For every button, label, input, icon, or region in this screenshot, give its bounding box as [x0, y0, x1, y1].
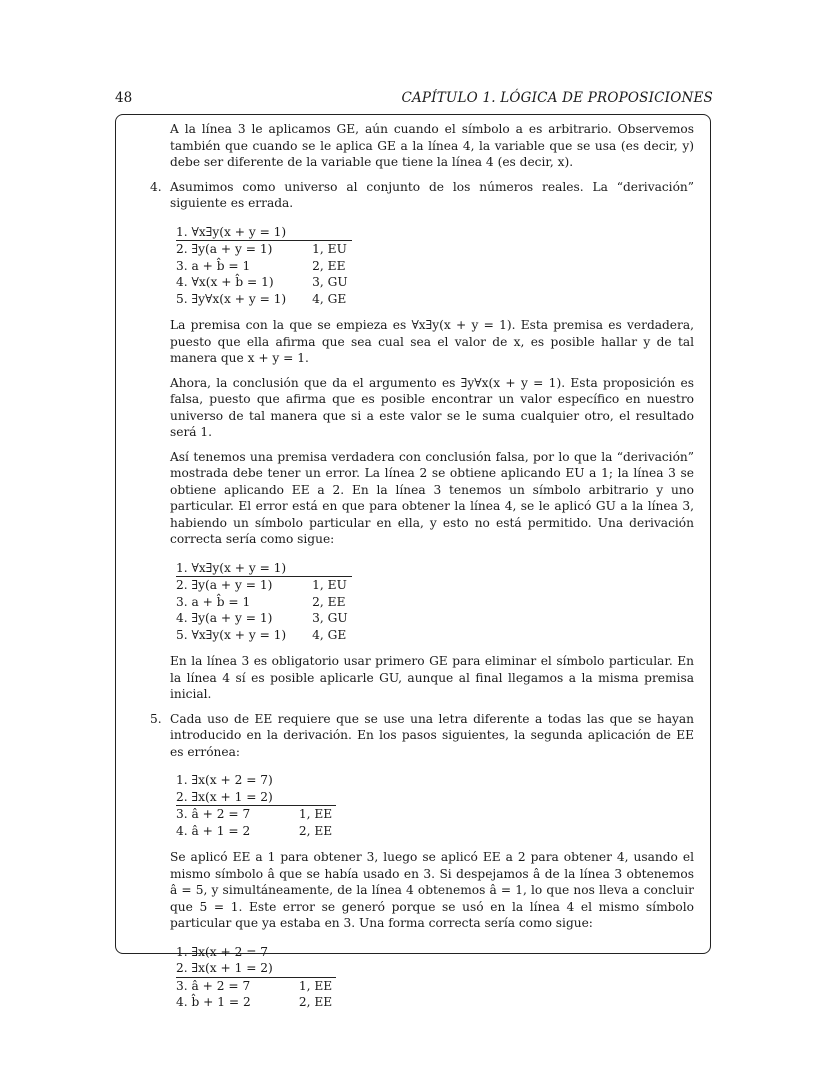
derivation-row [176, 994, 336, 1011]
derivation-step: 2. ∃x(x + 1 = 2) [176, 961, 273, 975]
derivation-table-correct [176, 944, 336, 1011]
derivation-row [176, 224, 352, 241]
derivation-step: 3. â + 2 = 7 [176, 806, 281, 823]
derivation-step: 3. a + b̂ = 1 [176, 258, 251, 273]
derivation-justification: 2, EE [312, 258, 346, 273]
derivation-row [176, 258, 352, 275]
box-content [150, 121, 694, 1021]
item5-intro: Cada uso de EE requiere que se use una letra diferente a todas las que se hayan introducido en la derivación. En los pasos siguientes, la segunda aplicación de EE es errónea: [170, 711, 694, 759]
derivation-step: 1. ∃x(x + 2 = 7 [176, 944, 269, 959]
item4-intro: Asumimos como universo al conjunto de los números reales. La “derivación” siguiente es errada. [170, 179, 694, 210]
derivation-row [176, 577, 352, 594]
running-head: CAPÍTULO 1. LÓGICA DE PROPOSICIONES [401, 90, 713, 106]
derivation-justification: 4, GE [312, 291, 347, 306]
derivation-table-correct [176, 560, 352, 644]
derivation-table-erroneous [176, 772, 336, 839]
derivation-justification: 3, GU [312, 275, 348, 289]
derivation-row [176, 291, 352, 308]
derivation-justification: 2, EE [298, 823, 333, 838]
derivation-justification [294, 560, 352, 577]
derivation-step: 2. ∃y(a + y = 1) [176, 577, 294, 594]
derivation-step: 4. ∀x(x + b̂ = 1) [176, 275, 274, 289]
derivation-row [176, 610, 352, 627]
item-number: 5. [150, 711, 162, 726]
page-header [115, 88, 713, 108]
item4-paragraph-error: Así tenemos una premisa verdadera con conclusión falsa, por lo que la “derivación” mostrada debe tener un error. La línea 2 se obtiene aplicando EU a 1; la línea 3 se obtiene aplicando EE a 2. En la línea 3 tenemos un símbolo arbitrario y uno particular. El error está en que para obtener la línea 4, se le aplicó GU a la línea 3, habiendo un símbolo particular en ella, y esto no está permitido. Una derivación correcta sería como sigue: [170, 449, 694, 546]
derivation-step: 2. ∃x(x + 1 = 2) [176, 789, 273, 804]
derivation-row [176, 594, 352, 611]
derivation-justification [294, 224, 352, 241]
derivation-justification: 2, EE [312, 594, 346, 609]
derivation-step: 4. â + 1 = 2 [176, 823, 251, 838]
derivation-step: 3. â + 2 = 7 [176, 977, 281, 994]
derivation-table-erroneous [176, 224, 352, 308]
derivation-justification [281, 789, 336, 806]
derivation-row [176, 823, 336, 840]
derivation-justification: 1, EU [294, 241, 352, 258]
derivation-step: 1. ∀x∃y(x + y = 1) [176, 560, 287, 575]
item4-paragraph-closing: En la línea 3 es obligatorio usar primero GE para eliminar el símbolo particular. En la línea 4 sí es posible aplicarle GU, aunque al final llegamos a la misma premisa inicial. [170, 654, 694, 701]
derivation-justification [281, 944, 336, 961]
derivation-justification: 3, GU [312, 611, 348, 625]
derivation-row [176, 241, 352, 258]
derivation-justification [281, 772, 336, 789]
item4-paragraph-conclusion: Ahora, la conclusión que da el argumento es ∃y∀x(x + y = 1). Esta proposición es falsa, puesto que afirma que es posible encontrar un valor específico en nuestro universo de tal manera que si a este valor se le suma cualquier otro, el resultado será 1. [170, 375, 694, 439]
derivation-row [176, 977, 336, 994]
derivation-justification: 4, GE [312, 627, 347, 642]
derivation-step: 1. ∀x∃y(x + y = 1) [176, 224, 287, 239]
item5-paragraph-explanation: Se aplicó EE a 1 para obtener 3, luego se aplicó EE a 2 para obtener 4, usando el mismo símbolo â que se había usado en 3. Si despejamos â de la línea 3 obtenemos â = 5, y simultáneamente, de la línea 4 obtenemos â = 1, lo que nos lleva a concluir que 5 = 1. Este error se generó porque se usó en la línea 4 el mismo símbolo particular que ya estaba en 3. Una forma correcta sería como sigue: [170, 850, 694, 930]
derivation-justification: 1, EE [281, 977, 336, 994]
derivation-justification: 1, EU [294, 577, 352, 594]
page-number: 48 [115, 90, 133, 106]
item-number: 4. [150, 179, 162, 194]
derivation-row [176, 960, 336, 977]
derivation-row [176, 560, 352, 577]
derivation-step: 3. a + b̂ = 1 [176, 594, 251, 609]
derivation-step: 1. ∃x(x + 2 = 7) [176, 773, 273, 787]
derivation-row [176, 772, 336, 789]
derivation-step: 4. ∃y(a + y = 1) [176, 611, 273, 625]
derivation-row [176, 274, 352, 291]
item4-paragraph-premise: La premisa con la que se empieza es ∀x∃y(x + y = 1). Esta premisa es verdadera, puesto que ella afirma que sea cual sea el valor de x, es posible hallar y de tal manera que x + y = 1. [170, 318, 694, 365]
derivation-justification: 1, EE [281, 806, 336, 823]
derivation-step: 2. ∃y(a + y = 1) [176, 241, 294, 258]
derivation-step: 5. ∃y∀x(x + y = 1) [176, 291, 287, 306]
list-item-4 [150, 179, 694, 703]
derivation-row [176, 789, 336, 806]
list-item-5 [150, 711, 694, 1011]
derivation-row [176, 627, 352, 644]
derivation-justification [281, 960, 336, 977]
derivation-justification: 2, EE [298, 995, 333, 1009]
derivation-row [176, 944, 336, 961]
intro-paragraph: A la línea 3 le aplicamos GE, aún cuando el símbolo a es arbitrario. Observemos también que cuando se le aplica GE a la línea 4, la variable que se usa (es decir, y) debe ser diferente de la variable que tiene la línea 4 (es decir, x). [170, 122, 694, 169]
derivation-step: 4. b̂ + 1 = 2 [176, 995, 251, 1009]
derivation-step: 5. ∀x∃y(x + y = 1) [176, 627, 287, 642]
derivation-row [176, 806, 336, 823]
